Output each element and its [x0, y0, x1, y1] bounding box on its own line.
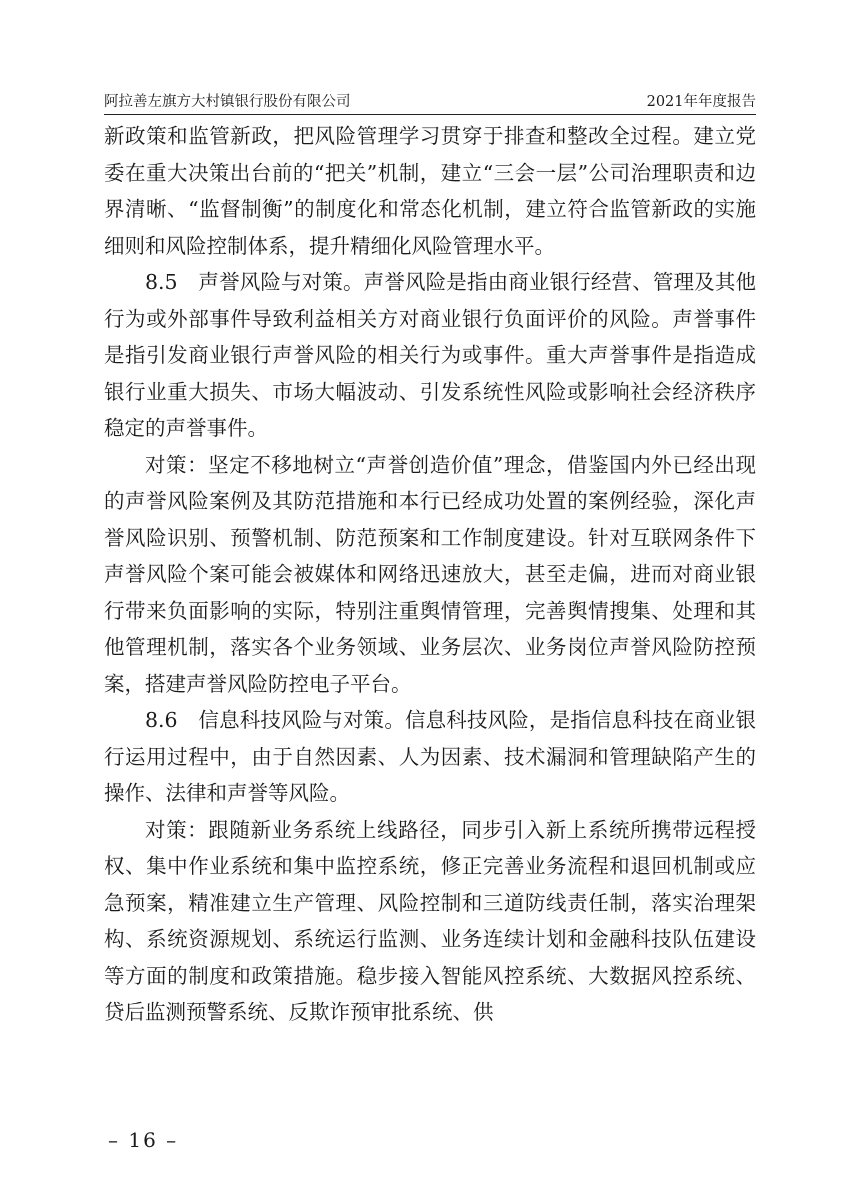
page-number: – 16 –: [108, 1128, 179, 1152]
paragraph-it-risk: 8.6 信息科技风险与对策。信息科技风险，是指信息科技在商业银行运用过程中，由于自然因素、人为因素、技术漏洞和管理缺陷产生的操作、法律和声誉等风险。: [104, 708, 756, 805]
page-header: [104, 92, 756, 114]
document-body: [104, 118, 756, 1031]
paragraph-reputation-risk: 8.5 声誉风险与对策。声誉风险是指由商业银行经营、管理及其他行为或外部事件导致利益相关方对商业银行负面评价的风险。声誉事件是指引发商业银行声誉风险的相关行为或事件。重大声誉事件是指造成银行业重大损失、市场大幅波动、引发系统性风险或影响社会经济秩序稳定的声誉事件。: [104, 270, 756, 440]
paragraph-reputation-countermeasures: 对策：坚定不移地树立“声誉创造价值”理念，借鉴国内外已经出现的声誉风险案例及其防范措施和本行已经成功处置的案例经验，深化声誉风险识别、预警机制、防范预案和工作制度建设。针对互联网条件下声誉风险个案可能会被媒体和网络迅速放大，甚至走偏，进而对商业银行带来负面影响的实际，特别注重舆情管理，完善舆情搜集、处理和其他管理机制，落实各个业务领域、业务层次、业务岗位声誉风险防控预案，搭建声誉风险防控电子平台。: [104, 452, 756, 696]
paragraph-it-countermeasures: 对策：跟随新业务系统上线路径，同步引入新上系统所携带远程授权、集中作业系统和集中监控系统，修正完善业务流程和退回机制或应急预案，精准建立生产管理、风险控制和三道防线责任制，落实治理架构、系统资源规划、系统运行监测、业务连续计划和金融科技队伍建设等方面的制度和政策措施。稳步接入智能风控系统、大数据风控系统、贷后监测预警系统、反欺诈预审批系统、供: [104, 817, 756, 1024]
header-report-title: 2021年年度报告: [646, 94, 756, 110]
header-bank-name: 阿拉善左旗方大村镇银行股份有限公司: [104, 94, 351, 110]
paragraph-risk-management-continuation: 新政策和监管新政，把风险管理学习贯穿于排查和整改全过程。建立党委在重大决策出台前的“把关”机制，建立“三会一层”公司治理职责和边界清晰、“监督制衡”的制度化和常态化机制，建立符合监管新政的实施细则和风险控制体系，提升精细化风险管理水平。: [104, 124, 756, 258]
header-divider: [104, 114, 756, 115]
